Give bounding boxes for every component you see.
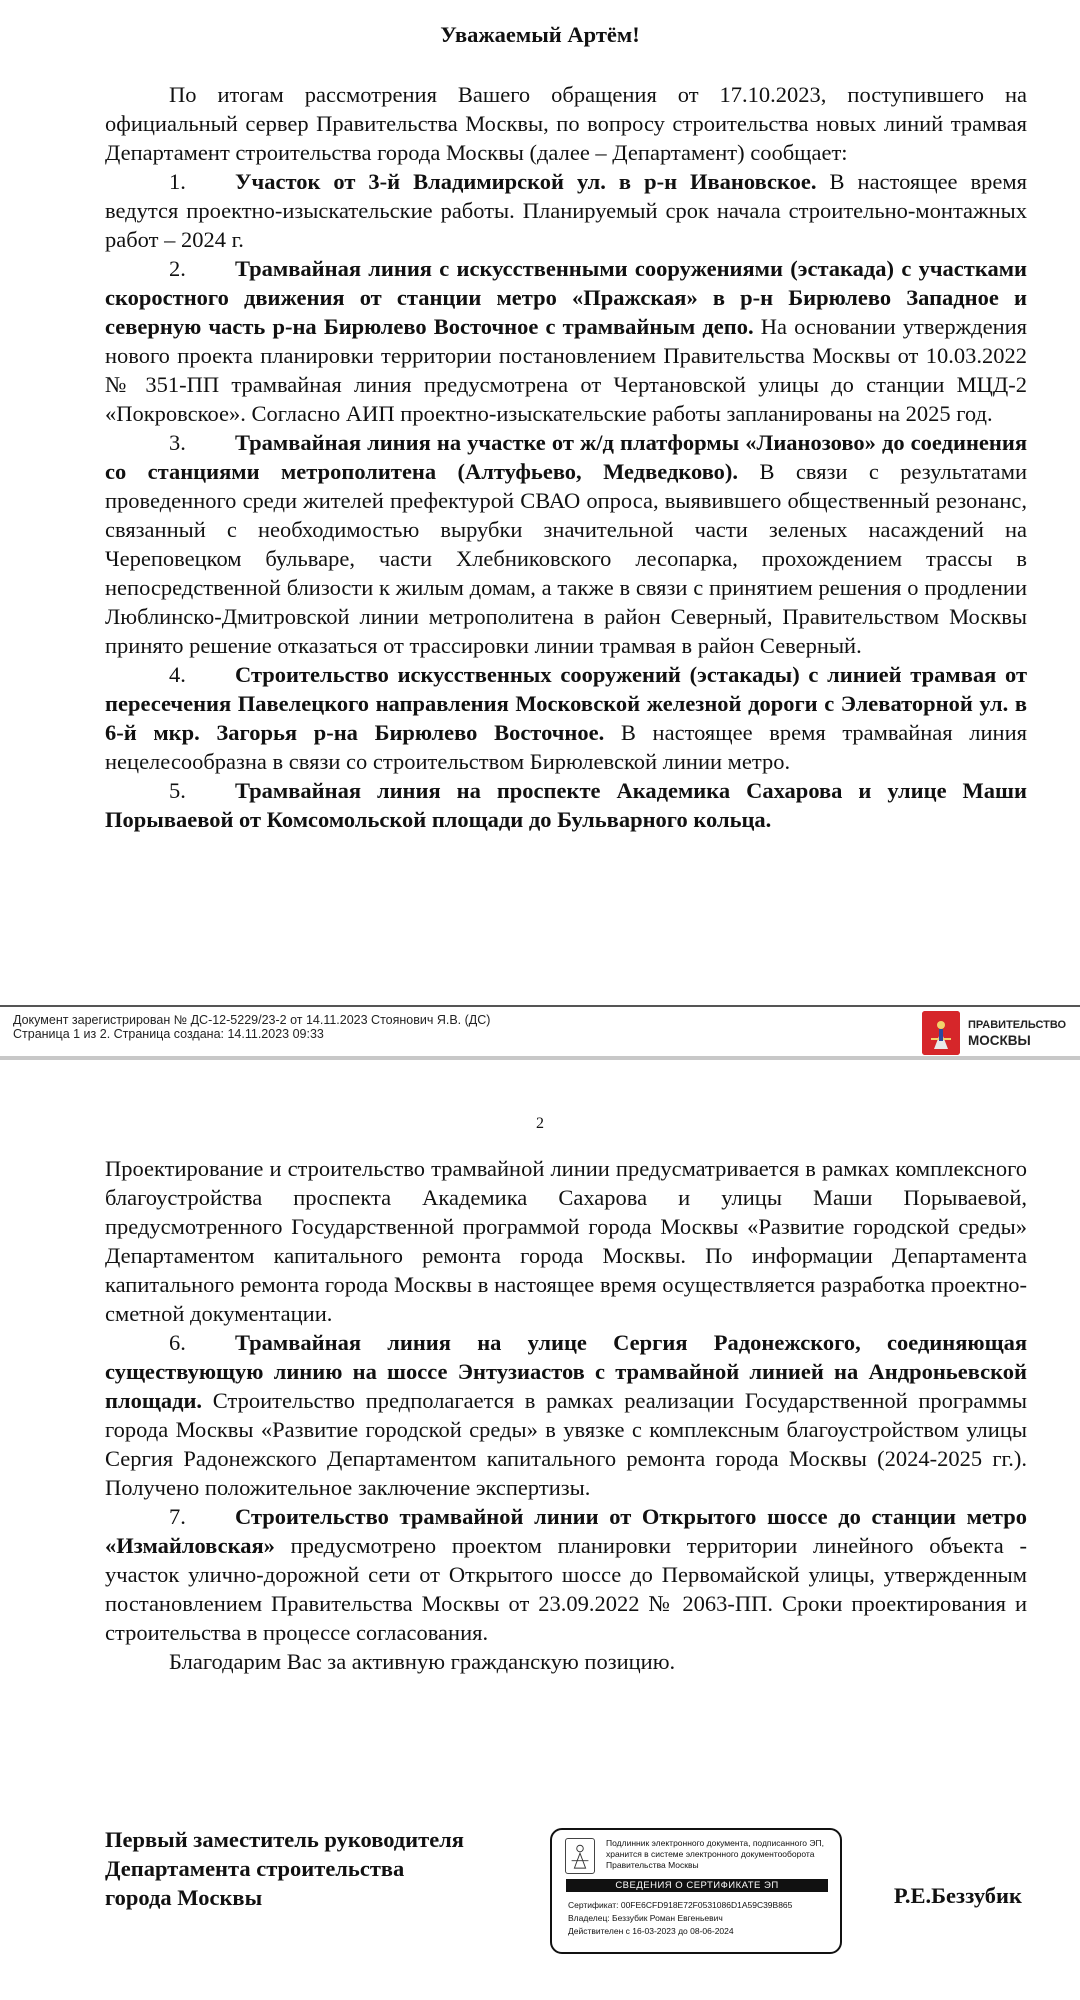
- stamp-header: СВЕДЕНИЯ О СЕРТИФИКАТЕ ЭП: [566, 1879, 828, 1892]
- item-number: 5.: [169, 778, 186, 803]
- item-title: Строительство трамвайной линии от Открытого шоссе до станции метро «Измайловская»: [105, 1504, 1027, 1558]
- logo-line-1: ПРАВИТЕЛЬСТВО: [968, 1019, 1067, 1031]
- moscow-crest-icon: [565, 1838, 595, 1874]
- list-item: [105, 1502, 1027, 1647]
- signatory-title: [105, 1825, 464, 1912]
- signatory-name: Р.Е.Беззубик: [893, 1883, 1022, 1908]
- closing-paragraph: Благодарим Вас за активную гражданскую позицию.: [169, 1649, 676, 1674]
- item-text: В настоящее время ведутся проектно-изыскательские работы. Планируемый срок начала строительно-монтажных работ – 2024 г.: [105, 169, 1027, 252]
- item-text: предусмотрено проектом планировки территории линейного объекта - участок улично-дорожной сети от Открытого шоссе до Первомайской улицы, утвержденным постановлением Правительства Москвы от 23.09.2022 № 2063-ПП. Сроки проектирования и строительства в процессе согласования.: [105, 1533, 1027, 1645]
- electronic-signature-stamp: [550, 1828, 842, 1954]
- continuation-paragraph: Проектирование и строительство трамвайной линии предусматривается в рамках комплексного благоустройства проспекта Академика Сахарова и улицы Маши Порываевой, предусмотренного Государственной программой города Москвы «Развитие городской среды» Департаментом капитального ремонта города Москвы. По информации Департамента капитального ремонта города Москвы в настоящее время осуществляется разработка проектно-сметной документации.: [105, 1156, 1027, 1326]
- item-text: На основании утверждения нового проекта планировки территории постановлением Правительства Москвы от 10.03.2022 № 351-ПП трамвайная линия предусмотрена от Чертановской улицы до станции МЦД-2 «Покровское». Согласно АИП проектно-изыскательские работы запланированы на 2025 год.: [105, 314, 1028, 426]
- item-title: Трамвайная линия на проспекте Академика Сахарова и улице Маши Порываевой от Комсомольской площади до Бульварного кольца.: [105, 778, 1027, 832]
- item-number: 6.: [169, 1330, 186, 1355]
- item-title: Трамвайная линия с искусственными сооружениями (эстакада) с участками скоростного движения от станции метро «Пражская» в р-н Бирюлево Западное и северную часть р-на Бирюлево Восточное с трамвайным депо.: [105, 256, 1027, 339]
- stamp-note: Подлинник электронного документа, подписанного ЭП, хранится в системе электронного документооборота Правительства Москвы: [606, 1838, 824, 1870]
- item-text: Строительство предполагается в рамках реализации Государственной программы города Москвы «Развитие городской среды» в увязке с комплексным благоустройством улицы Сергия Радонежского Департаментом капитального ремонта города Москвы (2024-2025 гг.). Получено положительное заключение экспертизы.: [105, 1388, 1027, 1500]
- item-number: 2.: [169, 256, 186, 281]
- item-text: В настоящее время трамвайная линия нецелесообразна в связи со строительством Бирюлевской линии метро.: [105, 720, 1027, 774]
- signatory-title-line: Департамента строительства: [105, 1856, 405, 1881]
- registration-info: [13, 1013, 490, 1041]
- greeting: Уважаемый Артём!: [440, 22, 640, 47]
- item-title: Строительство искусственных сооружений (эстакады) с линией трамвая от пересечения Павелецкого направления Московской железной дороги с Элеваторной ул. в 6-й мкр. Загорья р-на Бирюлево Восточное.: [105, 662, 1027, 745]
- certificate-validity: Действителен с 16-03-2023 до 08-06-2024: [568, 1926, 734, 1936]
- certificate-number: Сертификат: 00FE6CFD918E72F0531086D1A59C39B865: [568, 1900, 793, 1910]
- certificate-owner: Владелец: Беззубик Роман Евгеньевич: [568, 1913, 723, 1923]
- signatory-title-line: города Москвы: [105, 1885, 263, 1910]
- document-page-2: [0, 1060, 1080, 2000]
- government-name: [968, 1018, 1066, 1048]
- list-item: [105, 428, 1027, 660]
- item-number: 3.: [169, 430, 186, 455]
- registration-line: Документ зарегистрирован № ДС-12-5229/23-2 от 14.11.2023 Стоянович Я.В. (ДС): [13, 1013, 491, 1027]
- list-item: [105, 254, 1027, 428]
- item-number: 7.: [169, 1504, 186, 1529]
- moscow-government-logo: [922, 1011, 1067, 1055]
- list-item: [105, 167, 1027, 254]
- page2-body: [105, 1154, 1027, 1676]
- item-number: 4.: [169, 662, 186, 687]
- item-title: Трамвайная линия на улице Сергия Радонежского, соединяющая существующую линию на шоссе Энтузиастов с трамвайной линией на Андроньевской площади.: [105, 1330, 1027, 1413]
- page-number: 2: [536, 1115, 544, 1132]
- item-title: Трамвайная линия на участке от ж/д платформы «Лианозово» до соединения со станциями метрополитена (Алтуфьево, Медведково).: [105, 430, 1027, 484]
- page1-body: [105, 80, 1027, 834]
- list-item: [105, 776, 1027, 834]
- certificate-details: [568, 1899, 792, 1938]
- list-item: [105, 660, 1027, 776]
- signatory-title-line: Первый заместитель руководителя: [105, 1827, 464, 1852]
- registration-footer: [0, 1005, 1080, 1060]
- list-item: [105, 1328, 1027, 1502]
- item-text: В связи с результатами проведенного среди жителей префектурой СВАО опроса, выявившего общественный резонанс, связанный с необходимостью вырубки значительной части зеленых насаждений на Череповецком бульваре, части Хлебниковского лесопарка, прохождением трассы в непосредственной близости к жилым домам, а также в связи с принятием решения о продлении Люблинско-Дмитровской линии метрополитена в район Северный, Правительством Москвы принято решение отказаться от трассировки линии трамвая в район Северный.: [105, 459, 1028, 658]
- item-number: 1.: [169, 169, 186, 194]
- intro-paragraph: По итогам рассмотрения Вашего обращения от 17.10.2023, поступившего на официальный сервер Правительства Москвы, по вопросу строительства новых линий трамвая Департамент строительства города Москвы (далее – Департамент) сообщает:: [105, 82, 1027, 165]
- page-info-line: Страница 1 из 2. Страница создана: 14.11.2023 09:33: [13, 1027, 324, 1041]
- logo-line-2: МОСКВЫ: [968, 1033, 1031, 1048]
- item-title: Участок от 3-й Владимирской ул. в р-н Ивановское.: [235, 169, 817, 194]
- moscow-crest-icon: [922, 1011, 960, 1055]
